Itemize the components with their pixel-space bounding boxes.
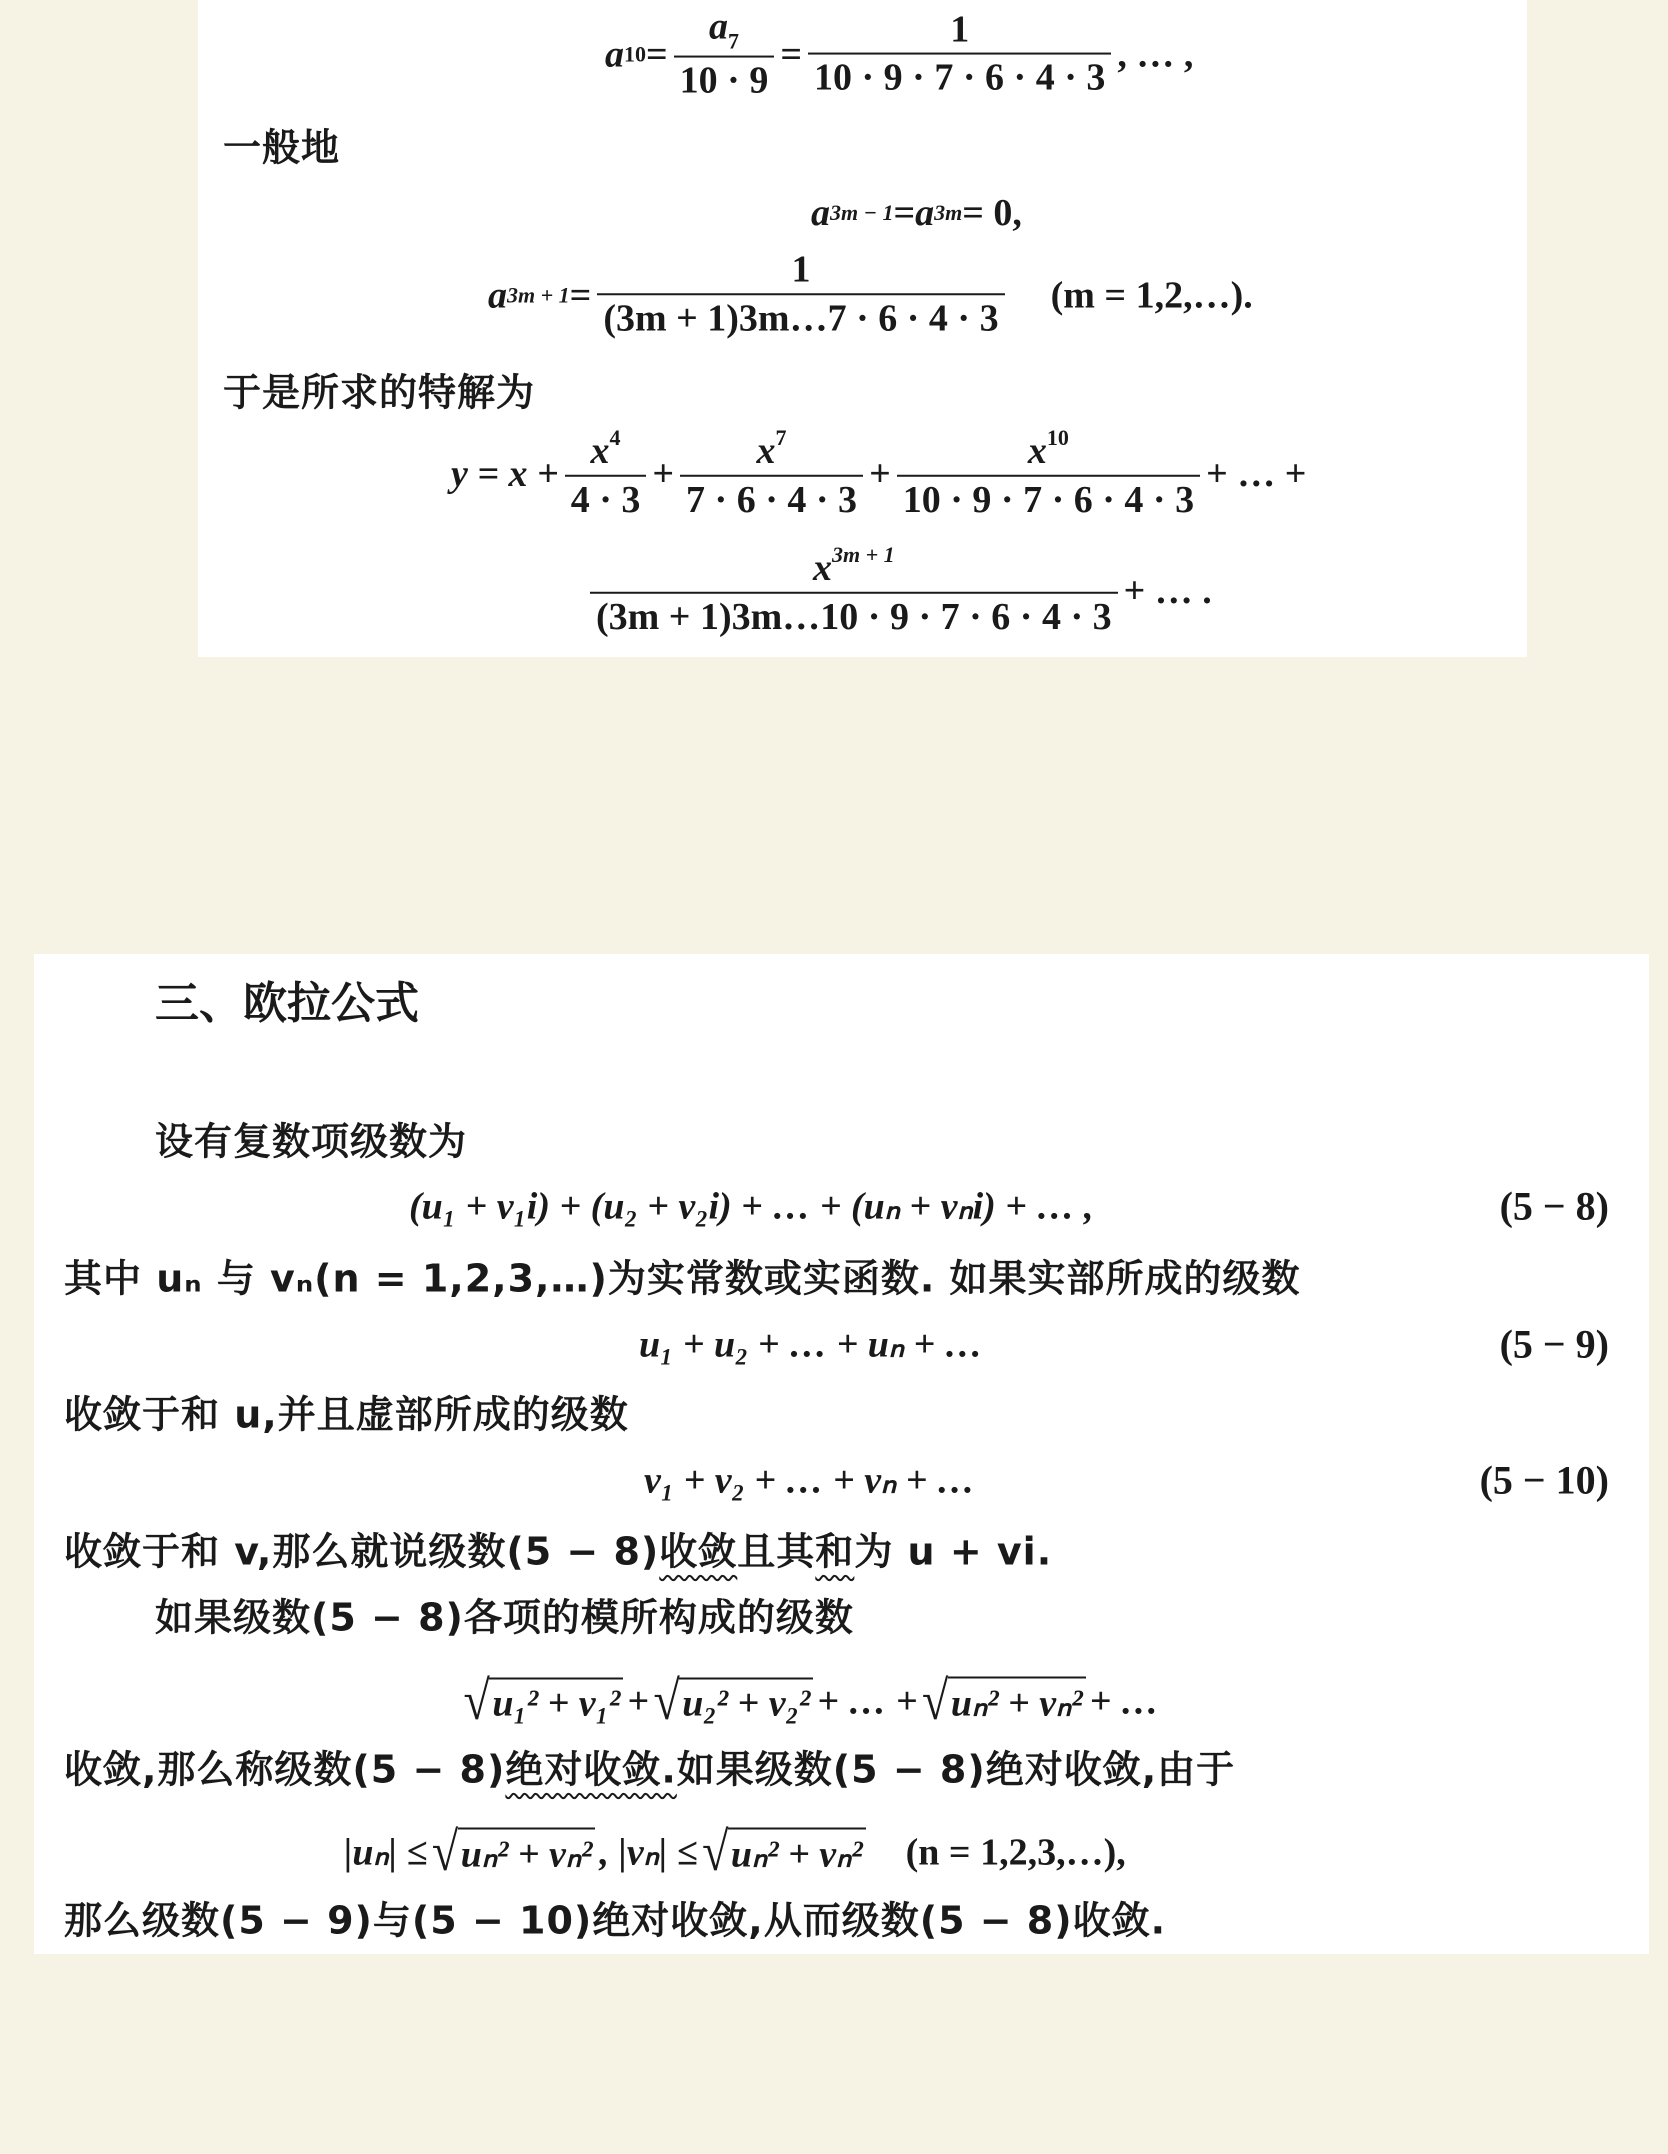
operator: +: [627, 1680, 649, 1722]
radicand: u₂² + v₂²: [679, 1677, 813, 1725]
numerator: x: [1027, 429, 1047, 472]
equation-number: (5 − 10): [1479, 1457, 1609, 1503]
radicand: uₙ² + vₙ²: [948, 1677, 1086, 1726]
lhs: y = x +: [451, 452, 559, 495]
exponent: 4: [609, 424, 621, 450]
top-page-fragment: [198, 0, 1527, 657]
square-root: [431, 1821, 595, 1883]
denominator: 7 · 6 · 4 · 3: [680, 475, 863, 523]
section-heading: 三、欧拉公式: [155, 978, 419, 1029]
equation-number: (5 − 9): [1499, 1321, 1609, 1367]
ellipsis: + … +: [1206, 452, 1307, 495]
subscript: 7: [728, 28, 739, 54]
operator: +: [869, 452, 891, 495]
subscript: 3m + 1: [507, 281, 570, 307]
denominator: (3m + 1)3m…7 · 6 · 4 · 3: [597, 293, 1004, 341]
text-particular-solution: 于是所求的特解为: [223, 370, 536, 415]
exponent: 7: [775, 424, 787, 450]
denominator: 10 · 9 · 7 · 6 · 4 · 3: [897, 475, 1200, 523]
fraction: [674, 7, 775, 104]
numerator: x: [756, 429, 776, 472]
square-root: [652, 1669, 813, 1731]
subscript: 3m: [934, 200, 963, 225]
condition: (n = 1,2,3,…),: [905, 1831, 1126, 1873]
denominator: 4 · 3: [565, 475, 647, 523]
numerator: x: [590, 429, 610, 472]
equation-a3m1: [488, 249, 1253, 340]
operator: =: [893, 192, 916, 234]
numerator: 1: [950, 8, 970, 51]
text: 且其: [737, 1529, 816, 1574]
fraction: [897, 426, 1200, 522]
fraction: [590, 543, 1118, 639]
equation-a10: [605, 7, 1193, 104]
equation-5-10: v₁ + v₂ + … + vₙ + …: [644, 1459, 975, 1502]
operator: =: [569, 273, 592, 316]
radical-sign-icon: √: [921, 1670, 948, 1732]
paragraph: [64, 1521, 1052, 1576]
fraction: [565, 426, 647, 522]
radicand: uₙ² + vₙ²: [458, 1828, 596, 1877]
radicand: u₁² + v₁²: [489, 1677, 623, 1725]
square-root: [921, 1670, 1086, 1732]
denominator: 10 · 9 · 7 · 6 · 4 · 3: [808, 53, 1111, 101]
equation-y-series-cont: [584, 543, 1212, 639]
equation-inequality: [344, 1821, 1126, 1883]
text: 如果级数(5 − 8)绝对收敛,由于: [676, 1747, 1236, 1792]
text-general: 一般地: [223, 125, 341, 170]
exponent: 10: [1046, 424, 1069, 450]
square-root: [463, 1669, 623, 1731]
equation-5-9: u₁ + u₂ + … + uₙ + …: [639, 1323, 983, 1366]
equation-number: (5 − 8): [1499, 1183, 1609, 1229]
paragraph: 那么级数(5 − 9)与(5 − 10)绝对收敛,从而级数(5 − 8)收敛.: [64, 1898, 1167, 1943]
equation-y-series: [451, 426, 1306, 522]
operator: = 0,: [962, 192, 1022, 234]
math-symbol: a: [915, 192, 935, 234]
subscript: 10: [624, 42, 646, 67]
radical-sign-icon: √: [431, 1821, 458, 1883]
radicand: uₙ² + vₙ²: [728, 1828, 866, 1877]
ellipsis: + …: [1089, 1680, 1159, 1722]
emphasized-term: 和: [815, 1529, 855, 1574]
bottom-page-fragment: [34, 954, 1649, 1954]
paragraph: [64, 1739, 1235, 1794]
text: , |vₙ| ≤: [599, 1831, 698, 1874]
square-root: [701, 1821, 866, 1883]
fraction: [680, 426, 863, 522]
equation-5-8: (u₁ + v₁i) + (u₂ + v₂i) + … + (uₙ + vₙi) + … ,: [409, 1185, 1094, 1228]
operator: + … +: [817, 1680, 918, 1722]
emphasized-term: 收敛: [659, 1529, 738, 1574]
radical-sign-icon: √: [701, 1821, 728, 1883]
condition: (m = 1,2,…).: [1050, 273, 1253, 316]
fraction: [597, 249, 1004, 340]
operator: +: [652, 452, 675, 495]
equation-modulus-series: [459, 1669, 1159, 1732]
paragraph: 其中 uₙ 与 vₙ(n = 1,2,3,…)为实常数或实函数. 如果实部所成的级数: [64, 1256, 1301, 1301]
paragraph: 收敛于和 u,并且虚部所成的级数: [64, 1392, 629, 1437]
numerator: x: [812, 546, 832, 589]
subscript: 3m − 1: [830, 200, 894, 225]
numerator: a: [709, 5, 728, 48]
equation-zero-coeffs: [811, 191, 1022, 235]
text: |uₙ| ≤: [344, 1831, 428, 1874]
fraction: [808, 9, 1111, 100]
text: 收敛,那么称级数(5 − 8): [64, 1747, 506, 1792]
radical-sign-icon: √: [463, 1669, 490, 1731]
ellipsis: , … ,: [1117, 34, 1194, 76]
radical-sign-icon: √: [652, 1669, 680, 1731]
paragraph: 如果级数(5 − 8)各项的模所构成的级数: [155, 1595, 854, 1640]
denominator: 10 · 9: [674, 56, 775, 104]
emphasized-term: 绝对收敛.: [505, 1747, 677, 1792]
exponent: 3m + 1: [831, 541, 895, 567]
math-symbol: a: [811, 192, 830, 234]
math-symbol: a: [488, 273, 507, 316]
text: 收敛于和 v,那么就说级数(5 − 8): [64, 1529, 660, 1574]
denominator: (3m + 1)3m…10 · 9 · 7 · 6 · 4 · 3: [590, 592, 1118, 640]
numerator: 1: [791, 248, 811, 291]
math-symbol: a: [605, 34, 624, 76]
text: 为 u + vi.: [854, 1529, 1053, 1574]
ellipsis: + … .: [1123, 569, 1212, 612]
operator: =: [646, 34, 668, 76]
operator: =: [780, 34, 802, 76]
paragraph: 设有复数项级数为: [155, 1119, 468, 1164]
